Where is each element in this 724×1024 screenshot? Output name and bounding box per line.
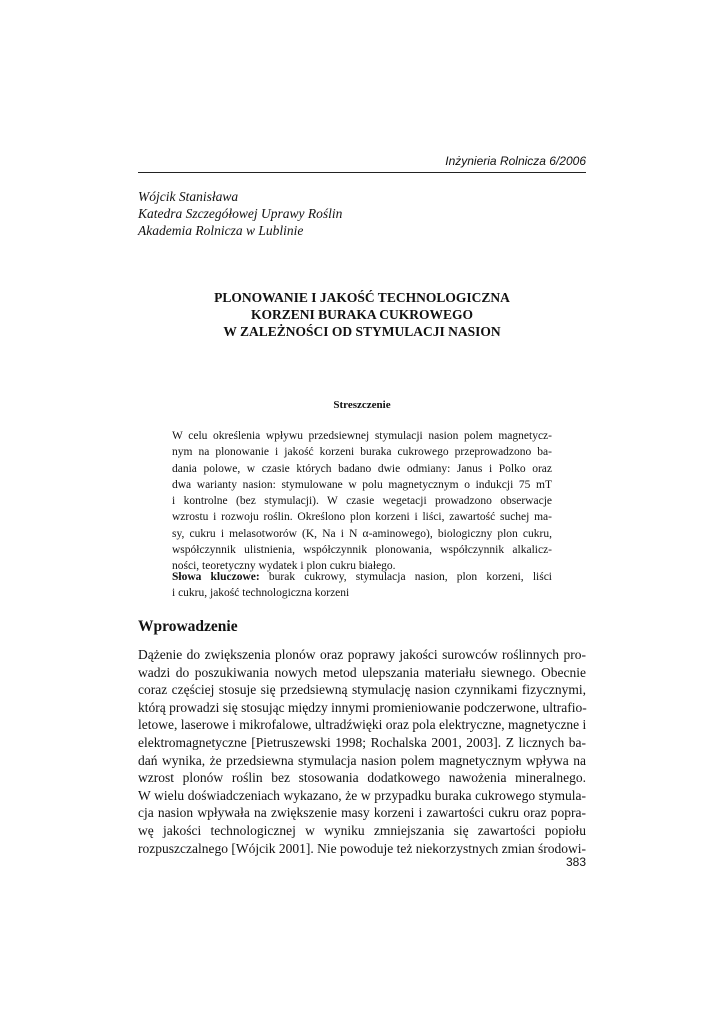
body-line: którą prowadzi się stosując między innymi promieniowanie podczerwone, ultrafio- xyxy=(138,699,587,715)
title-line: KORZENI BURAKA CUKROWEGO xyxy=(250,307,474,322)
author-department: Katedra Szczegółowej Uprawy Roślin xyxy=(138,206,343,221)
abstract-line: i kontrolne (bez stymulacji). W czasie wegetacji prowadzono obserwacje xyxy=(172,495,552,508)
body-line: rozpuszczalnego [Wójcik 2001]. Nie powoduje też niekorzystnych zmian środowi- xyxy=(138,840,586,856)
keywords-line: i cukru, jakość technologiczna korzeni xyxy=(172,587,350,600)
body-line: coraz częściej stosuje się przedsiewną stymulację nasion czynnikami fizycznymi, xyxy=(138,682,586,698)
body-line: wzrost plonów roślin bez stosowania dodatkowego nawożenia mineralnego. xyxy=(138,770,586,786)
abstract-line: dania polowe, w czasie których badano dwie odmiany: Janus i Polko oraz xyxy=(172,462,552,475)
header-rule xyxy=(138,172,586,173)
body-line: elektromagnetyczne [Pietruszewski 1998; Rochalska 2001, 2003]. Z licznych ba- xyxy=(138,734,586,750)
title-line: W ZALEŻNOŚCI OD STYMULACJI NASION xyxy=(223,324,501,339)
body-line: dań wynika, że przedsiewna stymulacja nasion polem magnetycznym wpływa na xyxy=(138,752,586,768)
abstract-line: nym na plonowanie i jakość korzeni buraka cukrowego przeprowadzono ba- xyxy=(172,446,552,459)
abstract-line: ności, teoretyczny wydatek i plon cukru białego. xyxy=(172,560,396,573)
abstract-text xyxy=(172,428,552,575)
author-institution: Akademia Rolnicza w Lublinie xyxy=(138,223,304,238)
keywords xyxy=(172,569,552,602)
body-line: letowe, laserowe i mikrofalowe, ultradźwięki oraz pola elektryczne, magnetyczne i xyxy=(138,717,587,733)
abstract-line: współczynnik ulistnienia, współczynnik plonowania, współczynnik alkalicz- xyxy=(172,544,552,557)
body-line: cja nasion wpływała na zwiększenie masy korzeni i zawartości cukru oraz popra- xyxy=(138,805,586,821)
journal-header: Inżynieria Rolnicza 6/2006 xyxy=(445,154,586,168)
page-number: 383 xyxy=(565,855,586,869)
author-block xyxy=(138,188,342,239)
section-heading: Wprowadzenie xyxy=(138,618,238,635)
body-line: Dążenie do zwiększenia plonów oraz poprawy jakości surowców roślinnych pro- xyxy=(138,647,586,662)
keywords-line xyxy=(172,569,552,585)
abstract-line: wzrostu i rozwoju roślin. Określono plon korzeni i liści, zawartość suchej ma- xyxy=(172,511,552,524)
abstract-line: dwa warianty nasion: stymulowane w polu magnetycznym o indukcji 75 mT xyxy=(172,478,552,491)
title-line: PLONOWANIE I JAKOŚĆ TECHNOLOGICZNA xyxy=(214,290,510,305)
abstract-heading: Streszczenie xyxy=(333,399,391,411)
abstract-line: W celu określenia wpływu przedsiewnej stymulacji nasion polem magnetycz- xyxy=(172,430,552,442)
paper-title xyxy=(138,289,586,340)
body-line: wadzi do poszukiwania nowych metod ulepszania materiału siewnego. Obecnie xyxy=(138,664,586,680)
abstract-line: sy, cukru i melasotworów (K, Na i N α-aminowego), biologiczny plon cukru, xyxy=(172,527,552,540)
keywords-text: burak cukrowy, stymulacja nasion, plon korzeni, liści xyxy=(268,571,552,583)
intro-body xyxy=(138,646,586,857)
author-name: Wójcik Stanisława xyxy=(138,189,239,204)
body-line: wę jakości technologicznej w wyniku zmniejszania się zawartości popiołu xyxy=(138,822,586,838)
keywords-label: Słowa kluczowe: xyxy=(172,571,260,583)
body-line: W wielu doświadczeniach wykazano, że w przypadku buraka cukrowego stymula- xyxy=(138,787,586,803)
